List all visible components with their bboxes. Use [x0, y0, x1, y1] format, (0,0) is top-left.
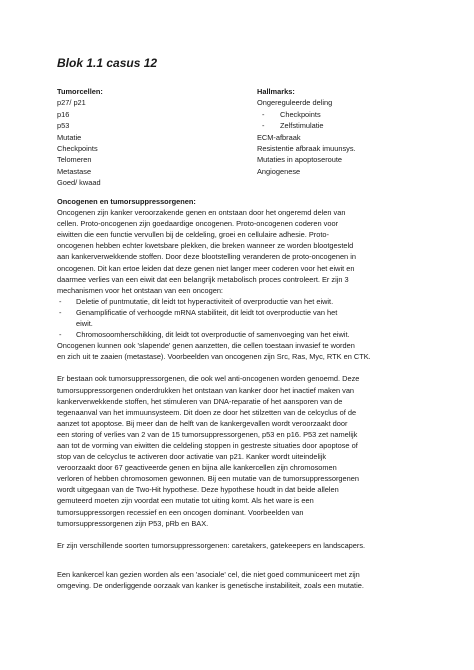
list-item-text: eiwit. [76, 319, 93, 329]
paragraph-soorten [57, 540, 429, 551]
text-line: mechanismen voor het ontstaan van een oncogen: [57, 285, 223, 295]
section-heading: Oncogenen en tumorsuppressorgenen: [57, 197, 196, 206]
tumorcellen-heading: Tumorcellen: [57, 87, 103, 96]
text-line: Er bestaan ook tumorsuppressorgenen, die ook wel anti-oncogenen worden genoemd. Deze [57, 374, 360, 384]
list-item: p53 [57, 121, 70, 131]
tumorcellen-list [57, 86, 247, 189]
list-item-text: Deletie of puntmutatie, dit leidt tot hyperactiviteit of overproductie van het eiwit. [76, 296, 334, 306]
paragraph-gap [57, 362, 429, 373]
paragraph-slapende-genen [57, 340, 429, 362]
text-line: wordt uitgegaan van de Two-Hit hypothese. Deze hypothese houdt in dat beide allelen [57, 485, 339, 495]
list-item: Mutatie [57, 132, 82, 142]
list-item [57, 307, 429, 329]
page-title: Blok 1.1 casus 12 [57, 56, 158, 70]
list-item: Angiogenese [257, 166, 301, 176]
text-line: eiwitten die een functie vervullen bij de celdeling, groei en cellulaire adhesie. Proto- [57, 230, 329, 240]
list-subitem [257, 120, 427, 131]
list-item: Ongereguleerde deling [257, 98, 333, 108]
list-subitem [257, 109, 427, 120]
text-line: tumorsuppressorgenen onderdrukken het ontstaan van kanker door het inactief maken van [57, 385, 355, 395]
list-item-text-block [76, 307, 429, 329]
list-item [57, 296, 429, 307]
paragraph-tumorsuppressorgenen [57, 373, 429, 528]
list-item: Telomeren [57, 155, 92, 165]
mechanism-list [57, 296, 429, 340]
paragraph-oncogenen [57, 207, 429, 296]
dash-marker: - [262, 121, 265, 131]
text-line: Oncogenen zijn kanker veroorzakende genen en ontstaan door het ongeremd delen van [57, 208, 346, 218]
list-subitem-text: Checkpoints [280, 109, 321, 119]
list-item: Resistentie afbraak imuunsys. [257, 144, 356, 154]
text-line: verloren of hebben chromosomen gewonnen. Bij een mutatie van de tumorsuppressorgenen [57, 474, 359, 484]
paragraph-gap [57, 551, 429, 562]
list-item: Metastase [57, 166, 92, 176]
dash-marker: - [59, 296, 62, 306]
list-item-text: Chromosoomherschikking, dit leidt tot overproductie of samenvoeging van het eiwit. [76, 330, 350, 340]
dash-marker: - [59, 330, 62, 340]
paragraph-gap [57, 562, 429, 569]
text-line: aan tot de vorming van eiwitten die celdeling stoppen in gestreste situaties door apoptose of [57, 440, 358, 450]
text-line: kankerverwekkende stoffen, het stimuleren van DNA-reparatie of het aansporen van de [57, 396, 343, 406]
text-line: een storing of verlies van 2 van de 15 tumorsuppressorgenen, p53 en p16. P53 zet namelijk [57, 429, 358, 439]
text-line: daarmee verlies van een eiwit dat een belangrijk metabolisch proces controleert. Er zijn 3 [57, 274, 349, 284]
section-body [57, 196, 429, 591]
text-line: tumorsuppressorgenen zijn P53, pRb en BAX. [57, 518, 209, 528]
text-line: Een kankercel kan gezien worden als een 'asociale' cel, die niet goed communiceert met zijn [57, 569, 360, 579]
list-item [57, 329, 429, 340]
list-item: Checkpoints [57, 144, 98, 154]
text-line: en zich uit te zaaien (metastase). Voorbeelden van oncogenen zijn Src, Ras, Myc, RTK en CTK. [57, 352, 371, 362]
hallmarks-heading: Hallmarks: [257, 87, 295, 96]
text-line: stop van de celcyclus te activeren door activatie van p21. Kanker wordt uiteindelijk [57, 452, 327, 462]
text-line: aanzet tot apoptose. Bij meer dan de helft van de kankergevallen wordt veroorzaakt door [57, 418, 348, 428]
dash-marker: - [262, 109, 265, 119]
text-line: tumorsuppressorgen recessief en een oncogen dominant. Voorbeelden van [57, 507, 304, 517]
paragraph-asociale-cel [57, 569, 429, 591]
text-line: oncogenen hebben echter kwetsbare plekken, die breken wanneer ze worden blootgesteld [57, 241, 354, 251]
text-line: Er zijn verschillende soorten tumorsuppressorgenen: caretakers, gatekeepers en landscapers. [57, 540, 366, 550]
text-line: tegenaanval van het immuunsysteem. Dit doen ze door het stilzetten van de celcyclus of de [57, 407, 357, 417]
text-line: aan kankerverwekkende stoffen. Door deze blootstelling veranderen de proto-oncogenen in [57, 252, 356, 262]
list-item: p16 [57, 109, 70, 119]
dash-marker: - [59, 307, 62, 317]
text-line: oncogenen. Dit kan ertoe leiden dat deze genen niet langer meer coderen voor het eiwit en [57, 263, 355, 273]
list-subitem-text: Zelfstimulatie [280, 121, 324, 131]
hallmarks-list [257, 86, 427, 177]
paragraph-gap [57, 529, 429, 540]
text-line: cellen. Proto-oncogenen zijn goedaardige oncogenen. Proto-oncogenen coderen voor [57, 219, 339, 229]
list-item: p27/ p21 [57, 98, 86, 108]
text-line: Oncogenen kunnen ook 'slapende' genen aanzetten, die cellen toestaan invasief te worden [57, 341, 355, 351]
text-line: gemuteerd moeten zijn voordat een mutatie tot uiting komt. Als het ware is een [57, 496, 314, 506]
list-item: Goed/ kwaad [57, 178, 101, 188]
list-item: ECM-afbraak [257, 132, 301, 142]
list-item-text: Genamplificatie of verhoogde mRNA stabiliteit, dit leidt tot overproductie van het [76, 307, 338, 317]
text-line: veroorzaakt door 67 geactiveerde genen en bijna alle kankercellen zijn chromosomen [57, 463, 337, 473]
text-line: omgeving. De onderliggende oorzaak van kanker is genetische instabiliteit, zoals een mutatie. [57, 580, 364, 590]
list-item: Mutaties in apoptoseroute [257, 155, 343, 165]
